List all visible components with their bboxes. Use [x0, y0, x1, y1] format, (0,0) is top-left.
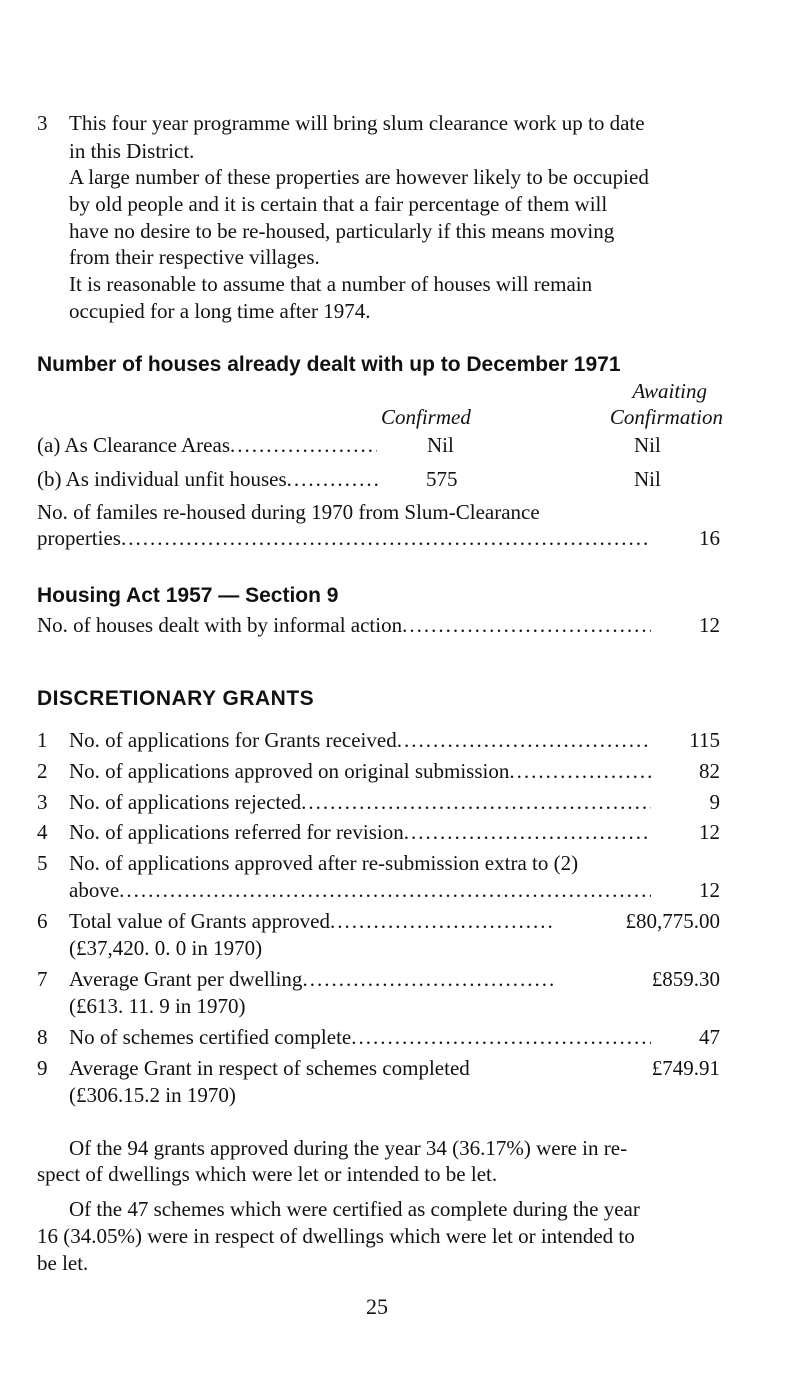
unfit-row-label: (b) As individual unfit houses .....: [37, 466, 380, 492]
grants-heading: DISCRETIONARY GRANTS: [37, 687, 315, 710]
clearance-row-label: (a) As Clearance Areas .....: [37, 432, 377, 458]
families-line2: properties .....: [37, 525, 651, 551]
families-line: No. of familes re-housed during 1970 from Slum-Clearance: [37, 500, 540, 524]
grant-item-value: 47: [699, 1025, 720, 1049]
grant-item-text: Average Grant per dwelling .....: [69, 966, 553, 992]
grant-item-number: 1: [37, 728, 48, 752]
col-awaiting-2: Confirmation: [609, 405, 723, 429]
housing-act-value: 12: [699, 613, 720, 637]
housing-act-heading: Housing Act 1957 — Section 9: [37, 584, 339, 607]
grant-item-text: No. of applications for Grants received .....: [69, 727, 651, 753]
grant-item-number: 8: [37, 1025, 48, 1049]
houses-heading: Number of houses already dealt with up to December 1971: [37, 353, 621, 376]
grant-item-text: No of schemes certified complete .....: [69, 1024, 651, 1050]
grant-item-value: 9: [709, 790, 720, 814]
grant-item-text2: (£613. 11. 9 in 1970): [69, 994, 246, 1018]
grant-item-value: 115: [689, 728, 720, 752]
grant-item-text: No. of applications referred for revision .....: [69, 819, 651, 845]
grant-item-number: 9: [37, 1056, 48, 1080]
intro-line: from their respective villages.: [69, 245, 320, 269]
grant-item-text: No. of applications rejected .....: [69, 789, 651, 815]
grant-item-text: Total value of Grants approved .....: [69, 908, 553, 934]
grant-item-number: 3: [37, 790, 48, 814]
closing-para2: 16 (34.05%) were in respect of dwellings which were let or intended to: [37, 1224, 635, 1248]
intro-line: occupied for a long time after 1974.: [69, 299, 371, 323]
housing-act-line: No. of houses dealt with by informal action .....: [37, 612, 651, 638]
grant-item-text: No. of applications approved after re-submission extra to (2): [69, 851, 579, 875]
grant-item-value: £80,775.00: [625, 909, 720, 933]
unfit-awaiting: Nil: [634, 467, 661, 491]
closing-para2: Of the 47 schemes which were certified as complete during the year: [69, 1197, 640, 1221]
intro-line: A large number of these properties are however likely to be occupied: [69, 165, 649, 189]
grant-item-value: 12: [699, 878, 720, 902]
grant-item-text2: above .....: [69, 877, 651, 903]
col-awaiting-1: Awaiting: [632, 379, 707, 403]
clearance-awaiting: Nil: [634, 433, 661, 457]
grant-item-number: 4: [37, 820, 48, 844]
page-number: 25: [366, 1294, 388, 1319]
intro-line: by old people and it is certain that a fair percentage of them will: [69, 192, 608, 216]
closing-para1: Of the 94 grants approved during the year 34 (36.17%) were in re-: [69, 1136, 628, 1160]
unfit-confirmed: 575: [426, 467, 458, 491]
grant-item-value: £749.91: [651, 1056, 720, 1080]
grant-item-value: £859.30: [651, 967, 720, 991]
col-confirmed: Confirmed: [381, 405, 471, 429]
grant-item-value: 82: [699, 759, 720, 783]
intro-line: This four year programme will bring slum clearance work up to date: [69, 111, 645, 135]
intro-line: have no desire to be re-housed, particularly if this means moving: [69, 219, 615, 243]
intro-number: 3: [37, 111, 48, 135]
grant-item-text: No. of applications approved on original submission .....: [69, 758, 651, 784]
closing-para2: be let.: [37, 1251, 89, 1275]
grant-item-number: 2: [37, 759, 48, 783]
grant-item-text2: (£37,420. 0. 0 in 1970): [69, 936, 263, 960]
intro-line: It is reasonable to assume that a number of houses will remain: [69, 272, 593, 296]
grant-item-number: 7: [37, 967, 48, 991]
clearance-confirmed: Nil: [427, 433, 454, 457]
grant-item-number: 5: [37, 851, 48, 875]
grant-item-text2: (£306.15.2 in 1970): [69, 1083, 236, 1107]
closing-para1: spect of dwellings which were let or intended to be let.: [37, 1162, 498, 1186]
grant-item-text: Average Grant in respect of schemes completed: [69, 1056, 470, 1080]
grant-item-value: 12: [699, 820, 720, 844]
intro-line: in this District.: [69, 139, 195, 163]
families-value: 16: [699, 526, 720, 550]
grant-item-number: 6: [37, 909, 48, 933]
